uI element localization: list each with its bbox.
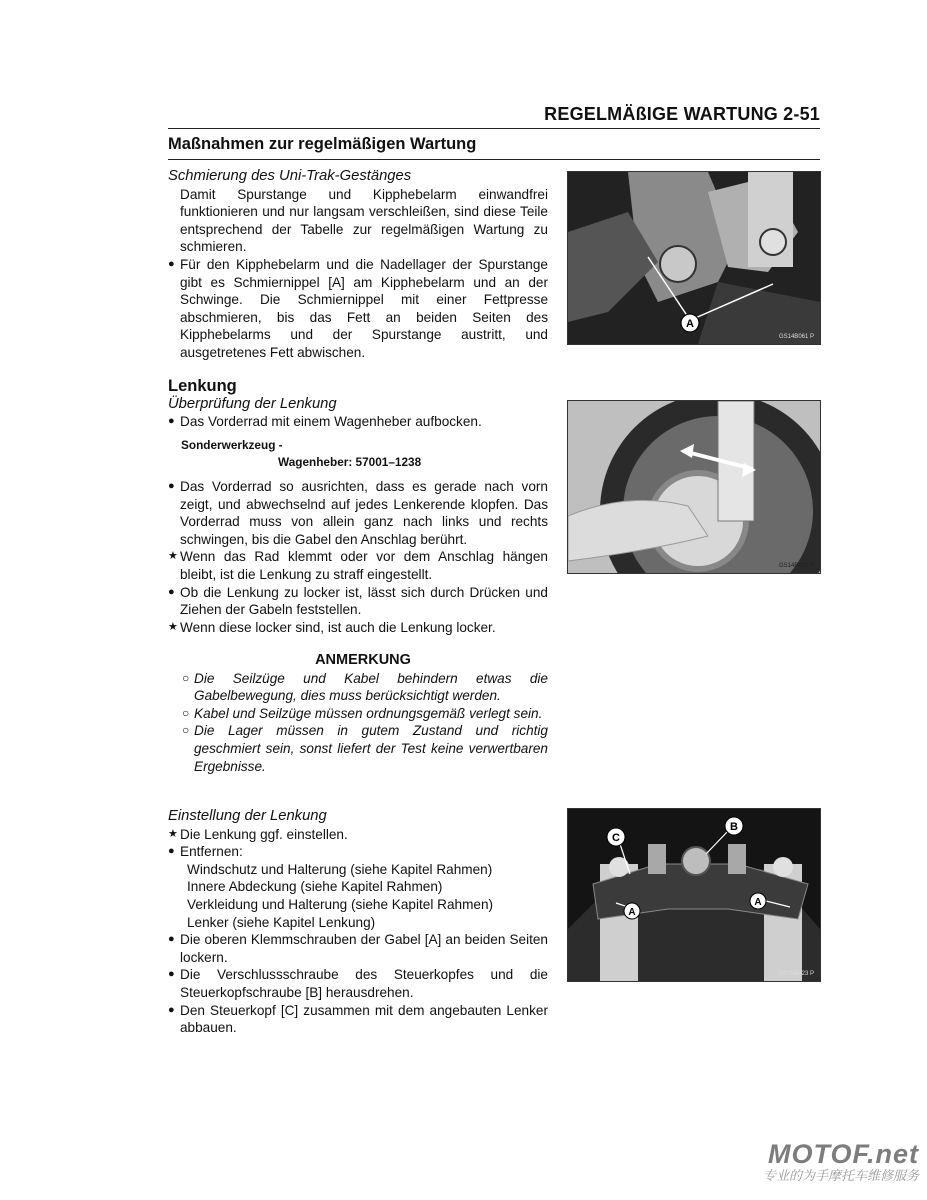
photo-code: GS15B023 P [778,971,814,977]
circle-bullet-icon: ○ [182,670,190,685]
einstellung-bullet-1: Die oberen Klemmschrauben der Gabel [A] an beiden Seiten lockern. [180,932,548,965]
bullet-icon: ● [168,415,175,428]
uni-trak-photo [567,171,821,345]
watermark [763,1140,919,1184]
lenkung-section [168,378,548,636]
photo-code: GS14B002 P [778,563,814,569]
uni-trak-heading: Schmierung des Uni-Trak-Gestänges [168,168,412,184]
tool-label: Sonderwerkzeug - [181,437,283,452]
list-item [168,478,548,548]
callout-label-b: B [730,821,738,833]
uni-trak-intro: Damit Spurstange und Kipphebelarm einwandfrei funktionieren und nur langsam verschleißen, sind diese Teile entsprechend der Tabelle zur regelmäßigen Wartung zu schmieren. [180,186,548,255]
einstellung-bullet-2: Die Verschlussschraube des Steuerkopfes und die Steuerkopfschraube [B] herausdrehen. [180,967,548,1000]
einstellung-heading: Einstellung der Lenkung [168,808,327,824]
star-icon: ★ [168,827,178,840]
section-rule [168,159,820,160]
tool-value: Wagenheber: 57001–1238 [278,455,422,470]
list-item [168,843,548,861]
bullet-icon: ● [168,257,175,270]
lenkung-star-1: Wenn das Rad klemmt oder vor dem Anschlag hängen bleibt, ist die Lenkung zu straff eingestellt. [180,549,548,582]
list-item [168,1002,548,1037]
list-item [168,826,548,844]
remove-item: Innere Abdeckung (siehe Kapitel Rahmen) [187,879,443,895]
list-item [168,584,548,619]
header-rule [168,128,820,129]
remove-item: Windschutz und Halterung (siehe Kapitel Rahmen) [187,861,493,877]
circle-bullet-icon: ○ [182,723,190,738]
remove-item: Lenker (siehe Kapitel Lenkung) [187,914,376,930]
circle-bullet-icon: ○ [182,705,190,720]
bullet-icon: ● [168,1003,175,1016]
note-item-3: Die Lager müssen in gutem Zustand und richtig geschmiert sein, sonst liefert der Test keine verwertbaren Ergebnisse. [194,723,548,774]
remove-item: Verkleidung und Halterung (siehe Kapitel Rahmen) [187,896,494,912]
photo-code: GS14B061 P [778,334,814,340]
list-item [168,619,548,637]
uni-trak-photo-drawing [568,172,820,344]
note-block [168,652,548,775]
callout-label-c: C [612,832,620,844]
list-item [168,931,548,966]
watermark-brand: MOTOF.net [767,1139,919,1169]
note-item-1: Die Seilzüge und Kabel behindern etwas die Gabelbewegung, dies muss berücksichtigt werden. [194,670,548,704]
lenkung-bullet-1: Das Vorderrad mit einem Wagenheber aufbocken. [180,414,482,430]
star-icon: ★ [168,620,178,633]
lenkung-title: Lenkung [168,377,237,395]
callout-label-a: A [686,318,694,330]
bullet-icon: ● [168,845,175,858]
uni-trak-section [168,168,548,362]
bullet-icon: ● [168,585,175,598]
section-title: Maßnahmen zur regelmäßigen Wartung [168,135,477,153]
callout-label-a-left: A [628,907,636,918]
list-item [168,966,548,1001]
lenkung-subheading: Überprüfung der Lenkung [168,395,337,412]
watermark-tagline: 专业的为手摩托车维修服务 [762,1168,919,1183]
steering-check-photo-drawing [568,401,820,573]
bullet-icon: ● [168,479,175,492]
list-item [168,256,548,362]
uni-trak-bullet: Für den Kipphebelarm und die Nadellager der Spurstange gibt es Schmiernippel [A] am Kipphebelarm und an der Schwinge. Die Schmiernippel mit einer Fettpresse abschmieren, bis das Fett an beiden Seiten des Kipphebelarms und der Spurstange austritt, und ausgetretenes Fett abwischen. [180,256,548,360]
steering-head-photo-drawing [568,809,820,981]
bullet-icon: ● [168,968,175,981]
page-header-title: REGELMÄßIGE WARTUNG 2-51 [544,104,820,124]
list-item [168,548,548,583]
callout-label-a-right: A [754,897,762,908]
bullet-icon: ● [168,933,175,946]
note-title: ANMERKUNG [315,652,411,668]
steering-check-photo [567,400,821,574]
einstellung-star: Die Lenkung ggf. einstellen. [180,826,348,842]
note-item-2: Kabel und Seilzüge müssen ordnungsgemäß verlegt sein. [194,705,543,721]
lenkung-bullet-3: Ob die Lenkung zu locker ist, lässt sich durch Drücken und Ziehen der Gabeln feststellen. [180,584,548,618]
list-item [168,722,548,775]
lenkung-bullet-2: Das Vorderrad so ausrichten, dass es gerade nach vorn zeigt, und abwechselnd auf jedes Lenkerende klopfen. Das Vorderrad muss von allein ganz nach links und rechts schwingen, bis die Gabel den Anschlag berührt. [180,478,548,547]
star-icon: ★ [168,550,178,563]
steering-head-photo [567,808,821,982]
list-item [168,413,548,431]
einstellung-section [168,808,548,1037]
list-item [168,670,548,705]
lenkung-star-2: Wenn diese locker sind, ist auch die Lenkung locker. [180,619,496,635]
list-item [168,705,548,723]
einstellung-bullet-3: Den Steuerkopf [C] zusammen mit dem angebauten Lenker abbauen. [180,1002,548,1036]
remove-label: Entfernen: [180,844,243,860]
